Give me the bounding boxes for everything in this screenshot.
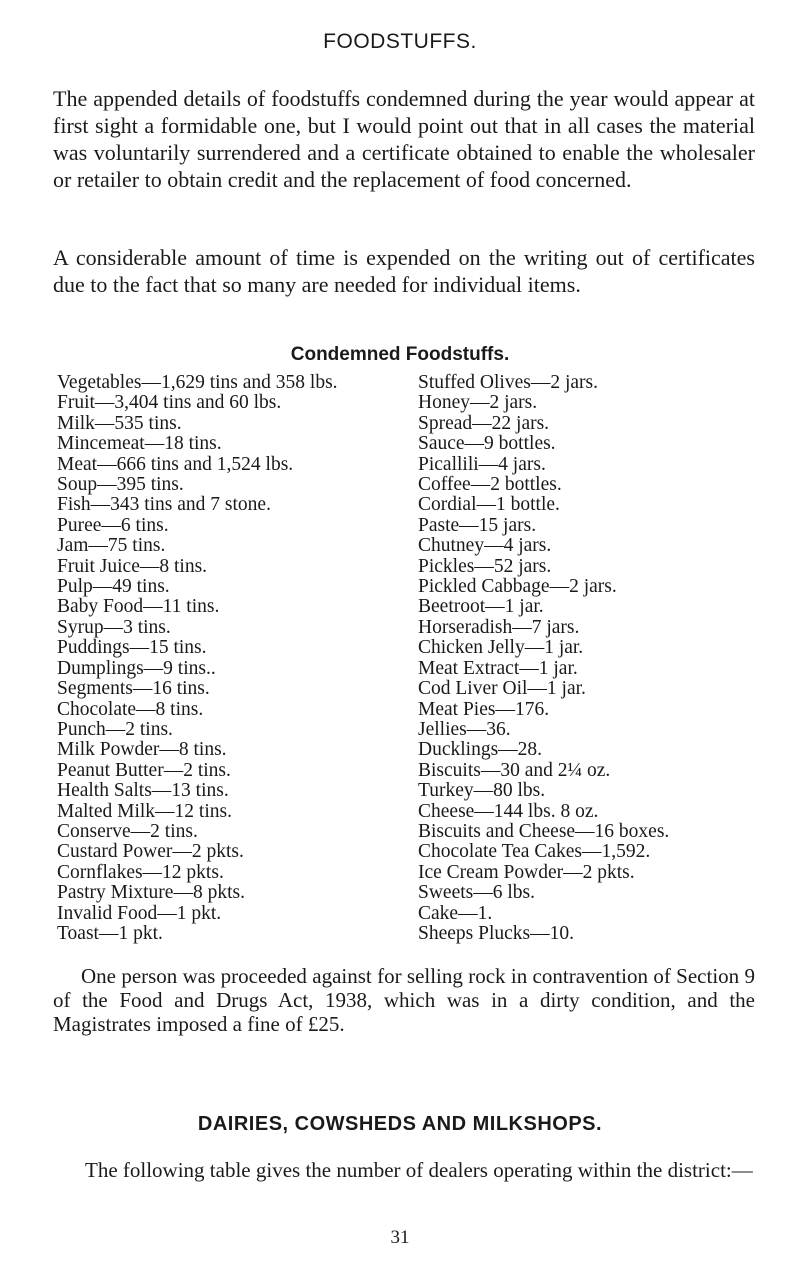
list-item: Fruit Juice—8 tins. <box>57 555 208 577</box>
list-item: Spread—22 jars. <box>418 412 550 434</box>
prosecution-paragraph: One person was proceeded against for selling rock in contravention of Section 9 of the Food and Drugs Act, 1938, which was in a dirty condition, and the Magistrates imposed a fine of £25. <box>53 964 755 1036</box>
list-item: Beetroot—1 jar. <box>418 596 544 618</box>
list-item: Meat Pies—176. <box>418 698 550 720</box>
list-item: Toast—1 pkt. <box>57 922 163 944</box>
page-title: FOODSTUFFS. <box>323 30 477 53</box>
table-intro-paragraph: The following table gives the number of dealers operating within the district:— <box>85 1158 753 1182</box>
list-item: Sauce—9 bottles. <box>418 433 556 455</box>
list-item: Soup—395 tins. <box>57 474 184 496</box>
list-item: Meat Extract—1 jar. <box>418 657 578 679</box>
list-item: Cake—1. <box>418 902 493 924</box>
list-item: Conserve—2 tins. <box>57 820 198 842</box>
list-item: Biscuits and Cheese—16 boxes. <box>418 820 670 842</box>
list-item: Paste—15 jars. <box>418 514 537 536</box>
list-item: Meat—666 tins and 1,524 lbs. <box>57 453 294 475</box>
list-item: Cornflakes—12 pkts. <box>57 861 224 883</box>
list-item: Puddings—15 tins. <box>57 637 207 659</box>
list-item: Fruit—3,404 tins and 60 lbs. <box>57 392 282 414</box>
list-item: Pickles—52 jars. <box>418 555 552 577</box>
list-item: Vegetables—1,629 tins and 358 lbs. <box>57 372 338 393</box>
list-item: Chocolate Tea Cakes—1,592. <box>418 841 651 863</box>
list-item: Stuffed Olives—2 jars. <box>418 372 598 393</box>
list-item: Fish—343 tins and 7 stone. <box>57 494 271 516</box>
list-item: Syrup—3 tins. <box>57 616 171 638</box>
list-item: Ice Cream Powder—2 pkts. <box>418 861 635 883</box>
list-item: Turkey—80 lbs. <box>418 780 546 802</box>
list-item: Coffee—2 bottles. <box>418 474 562 496</box>
list-item: Baby Food—11 tins. <box>57 596 220 618</box>
list-item: Jam—75 tins. <box>57 535 166 557</box>
list-item: Malted Milk—12 tins. <box>57 800 232 822</box>
list-item: Biscuits—30 and 2¼ oz. <box>418 759 611 781</box>
list-item: Sheeps Plucks—10. <box>418 922 574 944</box>
list-item: Chutney—4 jars. <box>418 535 552 557</box>
list-item: Puree—6 tins. <box>57 514 169 536</box>
list-item: Punch—2 tins. <box>57 718 173 740</box>
list-item: Horseradish—7 jars. <box>418 616 580 638</box>
section-heading: DAIRIES, COWSHEDS AND MILKSHOPS. <box>197 1113 603 1135</box>
list-item: Picallili—4 jars. <box>418 453 546 475</box>
list-item: Milk—535 tins. <box>57 412 182 434</box>
list-item: Chicken Jelly—1 jar. <box>418 637 584 659</box>
list-item: Dumplings—9 tins.. <box>57 657 216 679</box>
page-number: 31 <box>390 1227 410 1248</box>
list-item: Pastry Mixture—8 pkts. <box>57 882 245 904</box>
list-item: Peanut Butter—2 tins. <box>57 759 231 781</box>
list-item: Ducklings—28. <box>418 739 543 761</box>
list-item: Jellies—36. <box>418 718 511 740</box>
list-item: Invalid Food—1 pkt. <box>57 902 222 924</box>
list-item: Pickled Cabbage—2 jars. <box>418 576 617 598</box>
condemned-foodstuffs-heading: Condemned Foodstuffs. <box>290 344 510 365</box>
intro-paragraph: The appended details of foodstuffs condemned during the year would appear at first sight a formidable one, but I would point out that in all cases the material was voluntarily surrendered and a certificate obtained to enable the wholesaler or retailer to obtain credit and the replacement of food concerned. <box>53 86 755 192</box>
list-item: Cordial—1 bottle. <box>418 494 560 516</box>
condemned-list-left <box>57 373 397 944</box>
list-item: Cod Liver Oil—1 jar. <box>418 678 586 700</box>
list-item: Mincemeat—18 tins. <box>57 433 222 455</box>
list-item: Health Salts—13 tins. <box>57 780 229 802</box>
list-item: Custard Power—2 pkts. <box>57 841 244 863</box>
list-item: Chocolate—8 tins. <box>57 698 204 720</box>
list-item: Pulp—49 tins. <box>57 576 170 598</box>
condemned-list-right <box>418 373 778 944</box>
list-item: Sweets—6 lbs. <box>418 882 535 904</box>
list-item: Honey—2 jars. <box>418 392 538 414</box>
certificates-paragraph: A considerable amount of time is expended on the writing out of certificates due to the fact that so many are needed for individual items. <box>53 245 755 297</box>
list-item: Milk Powder—8 tins. <box>57 739 227 761</box>
list-item: Segments—16 tins. <box>57 678 210 700</box>
list-item: Cheese—144 lbs. 8 oz. <box>418 800 599 822</box>
